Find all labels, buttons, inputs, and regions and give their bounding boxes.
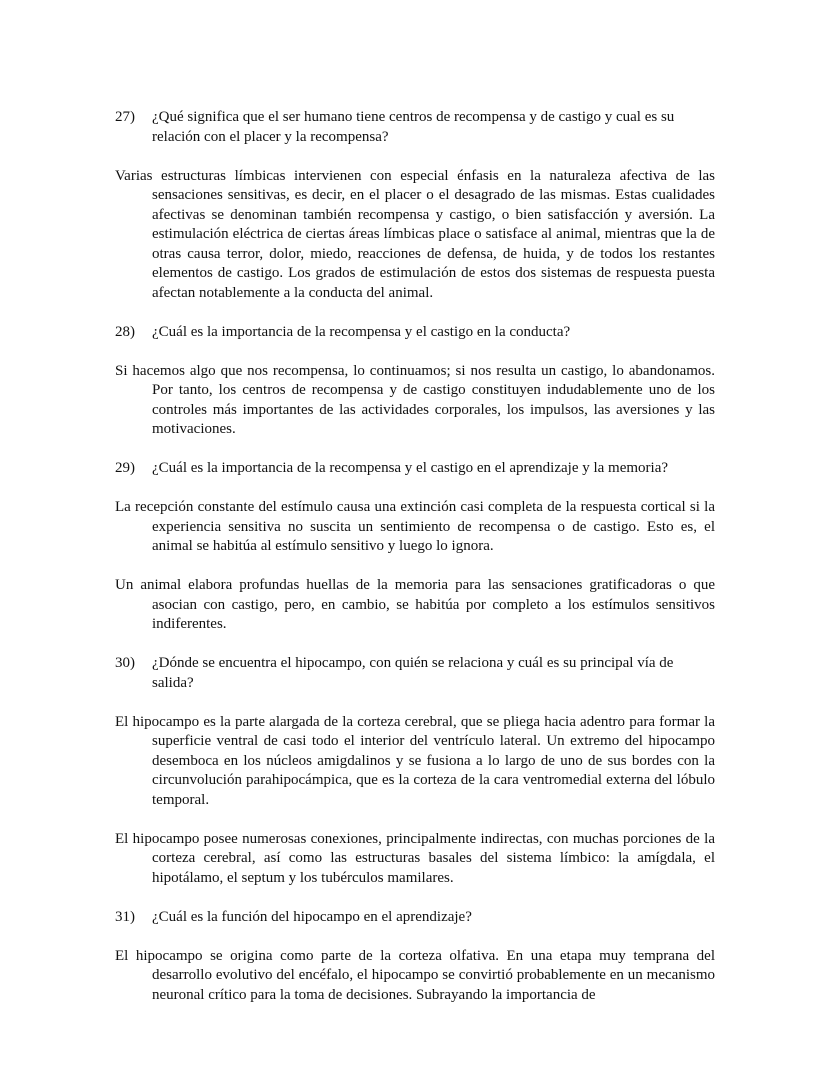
question-30-number: 30) (115, 655, 135, 671)
answer-29-paragraph-2: Un animal elabora profundas huellas de la memoria para las sensaciones gratificadoras o que asocian con castigo, pero, en cambio, se habitúa por completo a los estímulos sensitivos indiferentes. (115, 577, 715, 632)
answer-30-paragraph-2: El hipocampo posee numerosas conexiones, principalmente indirectas, con muchas porciones de la corteza cerebral, así como las estructuras basales del sistema límbico: la amígdala, el hipotálamo, el septum y los tubérculos mamilares. (115, 830, 715, 886)
question-28 (115, 323, 715, 343)
question-27 (115, 108, 715, 147)
answer-27-paragraph: Varias estructuras límbicas intervienen con especial énfasis en la naturaleza afectiva de las sensaciones sensitivas, es decir, en el placer o el desagrado de las mismas. Estas cualidades afectivas se denominan también recompensa y castigo, o bien satisfacción y aversión. La estimulación eléctrica de ciertas áreas límbicas place o satisface al animal, mientras que la de otras causa terror, dolor, miedo, reacciones de defensa, de huida, y de todos los restantes elementos de castigo. Los grados de estimulación de estos dos sistemas de respuesta puesta afectan notablemente a la conducta del animal. (115, 167, 715, 301)
question-29-number: 29) (115, 460, 135, 476)
question-29 (115, 459, 715, 479)
question-29-text: ¿Cuál es la importancia de la recompensa y el castigo en el aprendizaje y la memoria? (152, 460, 669, 476)
answer-30-paragraph-1: El hipocampo es la parte alargada de la corteza cerebral, que se pliega hacia adentro para formar la superficie ventral de casi todo el interior del ventrículo lateral. Un extremo del hipocampo desemboca en los núcleos amigdalinos y se fusiona a lo largo de uno de sus bordes con la circunvolución parahipocámpica, que es la corteza de la cara ventromedial externa del lóbulo temporal. (115, 713, 715, 808)
question-27-number: 27) (115, 109, 135, 125)
answer-28-paragraph: Si hacemos algo que nos recompensa, lo continuamos; si nos resulta un castigo, lo abandonamos. Por tanto, los centros de recompensa y de castigo constituyen indudablemente uno de los controles más importantes de las actividades corporales, los impulsos, las aversiones y las motivaciones. (115, 362, 715, 437)
question-31-number: 31) (115, 908, 135, 925)
answer-29-paragraph-1: La recepción constante del estímulo causa una extinción casi completa de la respuesta cortical si la experiencia sensitiva no suscita un sentimiento de recompensa o de castigo. Esto es, el animal se habitúa al estímulo sensitivo y luego lo ignora. (115, 499, 715, 554)
question-31-text: ¿Cuál es la función del hipocampo en el aprendizaje? (152, 908, 472, 925)
answer-31-paragraph: El hipocampo se origina como parte de la corteza olfativa. En una etapa muy temprana del desarrollo evolutivo del encéfalo, el hipocampo se convirtió probablemente en un mecanismo neuronal crítico para la toma de decisiones. Subrayando la importancia de (115, 947, 715, 1003)
question-27-text: ¿Qué significa que el ser humano tiene centros de recompensa y de castigo y cual es su relación con el placer y la recompensa? (152, 109, 675, 145)
question-28-text: ¿Cuál es la importancia de la recompensa y el castigo en la conducta? (152, 323, 571, 340)
question-30-text: ¿Dónde se encuentra el hipocampo, con quién se relaciona y cuál es su principal vía de salida? (152, 655, 674, 691)
question-31 (115, 908, 715, 928)
question-30 (115, 654, 715, 693)
question-28-number: 28) (115, 323, 135, 340)
